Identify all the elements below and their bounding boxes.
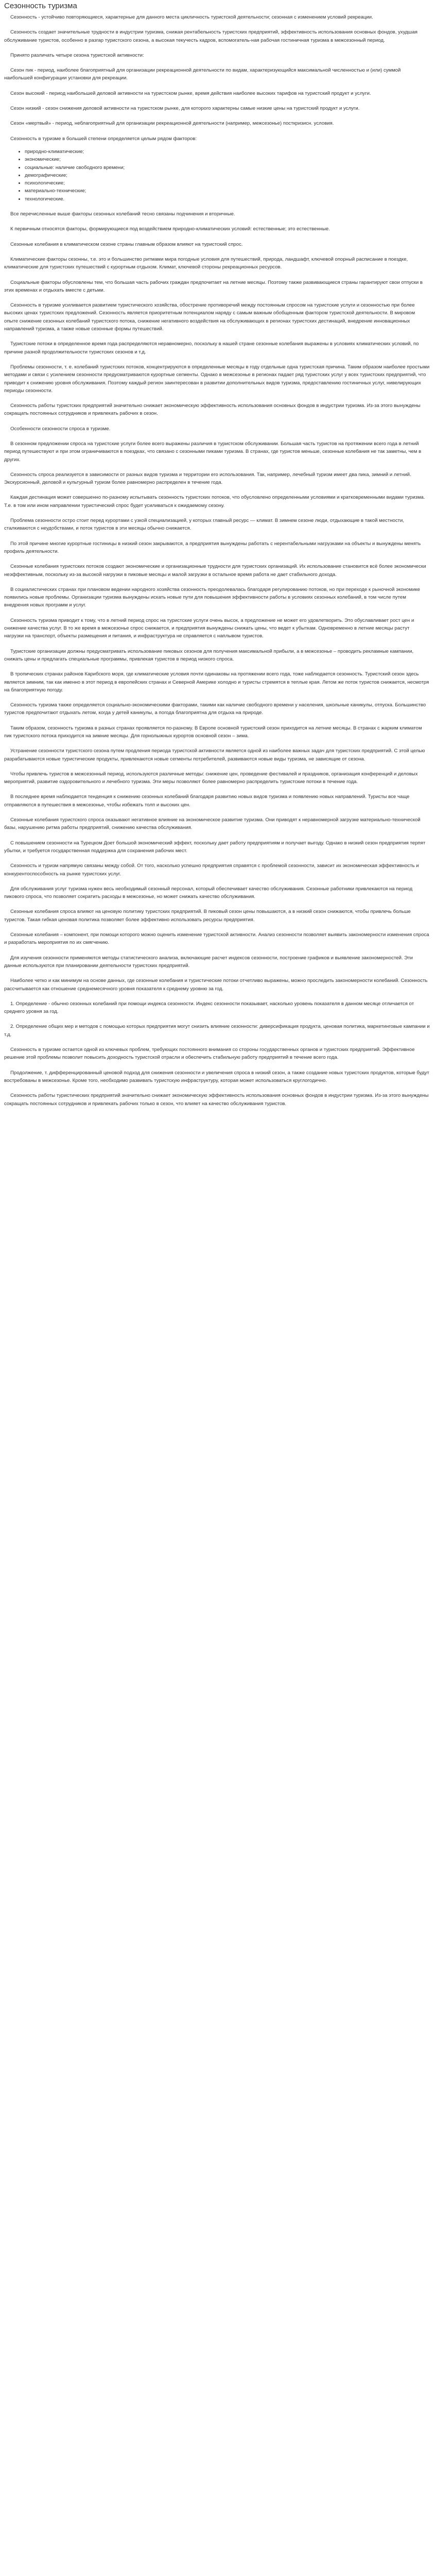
factor-list-item: • материально-технические; (25, 187, 430, 195)
paragraph: Сезонность туризма также определяется социально-экономическими факторами, такими как наличие свободного времени у населения, школьные каникулы, отпуска. Большинство туристов предпочитают отдыхать летом, когда у детей каникулы, а погода благоприятна для отдыха на природе. (4, 702, 426, 716)
factor-list-item: • социальные: наличие свободного времени; (25, 164, 430, 172)
page-title: Сезонность туризма (4, 2, 77, 10)
paragraph: Все перечисленные выше факторы сезонных колебаний тесно связаны подчинения и вторичные. (10, 211, 235, 217)
article-body (4, 13, 430, 1108)
paragraph: Сезонность и туризм напрямую связаны между собой. От того, насколько успешно предприятия справятся с проблемой сезонности, зависит их экономическая эффективность и конкурентоспособность на рынке туристских услуг. (4, 863, 419, 877)
paragraph: Сезон высокий - период наибольшей деловой активности на туристском рынке, время действия наиболее высоких тарифов на туристский продукт и услуги. (10, 90, 371, 96)
paragraph: В социалистических странах при плановом ведении народного хозяйства сезонность преодолевалась благодаря регулированию потоков, но при переходе к рыночной экономике появились новые проблемы. Организации туризма вынуждены искать новые пути для повышения эффективности работы в условиях сезонных колебаний, в том числе путем внедрения новых программ и услуг. (4, 586, 420, 608)
paragraph: Сезонность в туризме усиливается развитием туристического хозяйства, обострение противоречий между постоянным спросом на туристские услуги и сезонностью при более высоких ценах туристских предложений. Сезонность является приоритетным потенциалом наряду с самым важным обобщенным фактором туристской деятельности. В мировом опыте снижение сезонных колебаний туристского потока, снижение негативного воздействия на обслуживающих в регионах туристских дестинаций, внедрение инновационных направлений туризма, а также новые сезонные формы путешествий. (4, 302, 415, 332)
paragraph: Чтобы привлечь туристов в межсезонный период, используются различные методы: снижение цен, проведение фестивалей и праздников, организация конференций и деловых мероприятий, развитие оздоровительного и лечебного туризма. Эти меры позволяют более равномерно распределить туристские потоки в течение года. (4, 771, 418, 785)
paragraph: Социальные факторы обусловлены тем, что большая часть рабочих граждан предпочитает на летние месяцы. Поэтому также развивающиеся страны гарантируют свои отпуски в этих временах и отдыхать вместе с детьми. (4, 279, 423, 293)
paragraph: По этой причине многие курортные гостиницы в низкий сезон закрываются, а предприятия вынуждены работать с нерентабельными нагрузками на объекты и вынуждены менять профиль деятельности. (4, 540, 421, 554)
paragraph: Сезон низкий - сезон снижения деловой активности на туристском рынке, для которого характерны самые низкие цены на туристский продукт и услуги. (10, 106, 360, 112)
paragraph: Сезонность создает значительные трудности в индустрии туризма, снижая рентабельность туристских предприятий, эффективность использования основных фондов, ухудшая обслуживание туристов, особенно в разгар туристского сезона, а высокая текучесть кадров, вспомогатель-ная рабочая гостиничная туризма в межсезонный период. (4, 29, 417, 43)
paragraph: Проблемы сезонности, т. е. колебаний туристских потоков, концентрируются в определенные месяцы в году отдельные одна туристская причина. Таким образом наиболее простыми методами и связи с усилением сезонности предусматриваются курортные сегменты. Однако в межсезонье в регионах падает ряд туристских услуг у всех туристских предприятий, что приводит к снижению уровня обслуживания. Поэтому каждый регион заинтересован в развитии дополнительных видов туризма, предоставлению гостиничных услуг, нивелирующих периоды сезонности. (4, 364, 430, 394)
paragraph: В тропических странах районов Карибского моря, где климатические условия почти одинаковы на протяжении всего года, тоже наблюдается сезонность. Туристский сезон здесь является зимним, так как именно в этот период в европейских странах и Северной Америке холодно и туристы стремятся в теплые края. Летом же поток туристов снижается, несмотря на благоприятную погоду. (4, 671, 429, 693)
paragraph: Сезонные колебания – компонент, при помощи которого можно оценить изменение туристской активности. Анализ сезонности позволяет выявить закономерности изменения спроса и разработать мероприятия по их смягчению. (4, 932, 429, 946)
paragraph: Особенности сезонности спроса в туризме. (10, 426, 111, 432)
paragraph: Принято различать четыре сезона туристской активности: (10, 52, 144, 58)
article-page (0, 0, 436, 1108)
factor-list-item: • экономические; (25, 156, 430, 163)
factor-list-item: • психологические; (25, 179, 430, 187)
paragraph: Климатические факторы сезонны, т.е. это и большинство ритмами мира погодные условия для путешествий, природа, ландшафт, ключевой опорный расписание в поездке, климатические для туристских путешествий с курортным отдыхом. Климат, ключевой стороны рекреационных ресурсов. (4, 256, 408, 270)
paragraph: Сезонность - устойчиво повторяющиеся, характерные для данного места цикличность туристской деятельности; сезонная с изменением условий рекреации. (10, 14, 373, 20)
factor-list (4, 148, 430, 203)
paragraph: Таким образом, сезонность туризма в разных странах проявляется по-разному. В Европе основной туристский сезон приходится на летние месяцы. В странах с жарким климатом пик туристского потока приходится на зимние месяцы. Для горнолыжных курортов основной сезон – зима. (4, 725, 422, 739)
paragraph: Сезонные колебания туристского спроса оказывают негативное влияние на экономическое развитие туризма. Они приводят к неравномерной загрузке материально-технической базы, нарушению ритма работы предприятий, снижению качества обслуживания. (4, 817, 421, 831)
paragraph: Туристские организации должны предусматривать использование пиковых сезонов для получения максимальной прибыли, а в межсезонье – проводить рекламные кампании, снижать цены и предлагать специальные программы, привлекая туристов в период низкого спроса. (4, 648, 414, 662)
paragraph: Для обслуживания услуг туризма нужен весь необходимый сезонный персонал, который обеспечивает качество обслуживания. Сезонные работники привлекаются на период пикового спроса, что позволяет сократить расходы в межсезонье, но может снижать качество обслуживания. (4, 886, 413, 900)
paragraph: Каждая дестинация может совершенно по-разному испытывать сезонность туристских потоков, что обусловлено определенными условиями и кратковременными видами туризма. Т.е. в том или ином направлении туристический спрос будет усиливаться к ожидаемому сезону. (4, 495, 425, 509)
paragraph: Продолжение, т. дифференцированный ценовой подход для снижения сезонности и увеличения спроса в низкий сезон, а также создание новых туристских продуктов, которые будут востребованы в межсезонье. Кроме того, необходимо развивать туристскую инфраструктуру, которая может использоваться круглогодично. (4, 1070, 429, 1083)
paragraph: Проблема сезонности остро стоит перед курортами с узкой специализацией, у которых главный ресурс — климат. В зимнем сезоне люди, отдыхающие в такой местности, сталкиваются с неудобствами, и поток туристов в эти месяцы обычно снижается. (4, 518, 405, 532)
paragraph: С повышением сезонности на Турецком Доет большой экономический эффект, поскольку дает работу предприятиям и получает выгоду. Однако в низкий сезон предприятия терпят убытки, и требуется государственная поддержка для сохранения рабочих мест. (4, 840, 426, 854)
paragraph: Сезонность в туризме остается одной из ключевых проблем, требующих постоянного внимания со стороны государственных органов и туристских предприятий. Эффективное решение этой проблемы позволит повысить доходность туристской отрасли и обеспечить стабильную работу предприятий в течение всего года. (4, 1047, 415, 1061)
paragraph: Для изучения сезонности применяются методы статистического анализа, включающие расчет индексов сезонности, построение графиков и выявление закономерностей. Эти данные используются при планировании деятельности туристских предприятий. (4, 955, 413, 969)
paragraph: Сезонность работы туристических предприятий значительно снижает экономическую эффективность использования основных фондов в индустрии туризма. Из-за этого вынуждены сокращать постоянных сотрудников и привлекать рабочих только в сезон, что влияет на качество обслуживания туристов. (4, 1093, 429, 1107)
paragraph: Сезонность спроса реализуется в зависимости от разных видов туризма и территории его использования. Так, например, лечебный туризм имеет два пика, зимний и летний. Экскурсионный, деловой и культурный туризм более равномерно распределен в течение года. (4, 471, 411, 486)
paragraph: Сезонные колебания в климатическом сезоне страны главным образом влияют на туристский спрос. (10, 241, 243, 247)
paragraph: Сезон пик - период, наиболее благоприятный для организации рекреационной деятельности по видам, характеризующийся максимальной численностью и (или) суммой наибольшей конфигурации установки для рекреации. (4, 67, 401, 81)
paragraph: Наиболее четко и как минимум на основе данных, где сезонные колебания и туристические потоки отчетливо выражены, можно проследить закономерности колебаний. Сезонность рассчитывается как отношение среднемесячного уровня показателя к среднему уровню за год. (4, 978, 428, 992)
paragraph: 2. Определение общих мер и методов с помощью которых предприятия могут снизить влияние сезонности: диверсификация продукта, ценовая политика, маркетинговые кампании и т.д. (4, 1024, 430, 1038)
paragraph: В последнее время наблюдается тенденция к снижению сезонных колебаний благодаря развитию новых видов туризма и появлению новых направлений. Туристы все чаще отправляются в путешествия в межсезонье, чтобы избежать толп и высоких цен. (4, 794, 410, 808)
paragraph: Туристские потоки в определенное время года распределяются неравномерно, поскольку в нашей стране сезонные колебания выражены в условиях климатических условий, по причине разной продолжительности туристских сезонов и т.д. (4, 341, 419, 355)
factor-list-item: • технологические. (25, 195, 430, 203)
paragraph: К первичным относятся факторы, формирующиеся под воздействием природно-климатических условий: естественные; это естественные. (10, 226, 330, 232)
paragraph: Устранение сезонности туристского сезона путем продления периода туристской активности является одной из наиболее важных задач для туристских предприятий. С этой целью разрабатываются новые туристические продукты, привлекаются новые сегменты потребителей, развиваются новые виды туризма, не зависящие от сезона. (4, 748, 425, 762)
paragraph: Сезонные колебания туристских потоков создают экономические и организационные трудности для туристских организаций. Их использование становится всё более экономически неэффективным, поскольку из-за высокой нагрузки в пиковые месяцы и малой загрузки в остальное время работа не дает стабильного дохода. (4, 564, 426, 578)
paragraph: Сезонность в туризме в большей степени определяется целым рядом факторов: (10, 135, 197, 142)
factor-list-item: • природно-климатические; (25, 148, 430, 156)
factor-list-item: • демографические; (25, 172, 430, 179)
paragraph: Сезонность работы туристских предприятий значительно снижает экономическую эффективность использования основных фондов в индустрии туризма. Из-за этого вынуждены сокращать постоянных сотрудников и привлекать рабочих в сезон. (4, 403, 421, 417)
paragraph: 1. Определение - обычно сезонных колебаний при помощи индекса сезонности. Индекс сезонности показывает, насколько уровень показателя в данном месяце отличается от среднего уровня за год. (4, 1001, 414, 1015)
paragraph: Сезонные колебания спроса влияют на ценовую политику туристских предприятий. В пиковый сезон цены повышаются, а в низкий сезон снижаются, чтобы привлечь больше туристов. Такая гибкая ценовая политика позволяет более эффективно использовать ресурсы предприятия. (4, 909, 411, 923)
paragraph: В сезонном предложении спроса на туристские услуги более всего выражены различия в туристском обслуживании. Большая часть туристов на протяжении всего года в летний период путешествуют и при этом ограничиваются в поездках, что связано с сезонными пиками туризма. В странах, где туристов меньше, сезонные колебания не так заметны, чем в других. (4, 440, 422, 463)
paragraph: Сезон «мертвый» - период, неблагоприятный для организации рекреационной деятельности (например, межсезонье) посткризисн. условия. (10, 121, 334, 127)
paragraph: Сезонность туризма приводит к тому, что в летний период спрос на туристские услуги очень высок, а предложение не может его удовлетворить. Это обуславливает рост цен и снижение качества услуг. В то же время в межсезонье спрос снижается, и предприятия вынуждены снижать цены, что ведет к убыткам. Одновременно в летние месяцы растут нагрузки на транспорт, объекты размещения и питания, и инфраструктура не справляется с наплывом туристов. (4, 617, 414, 639)
